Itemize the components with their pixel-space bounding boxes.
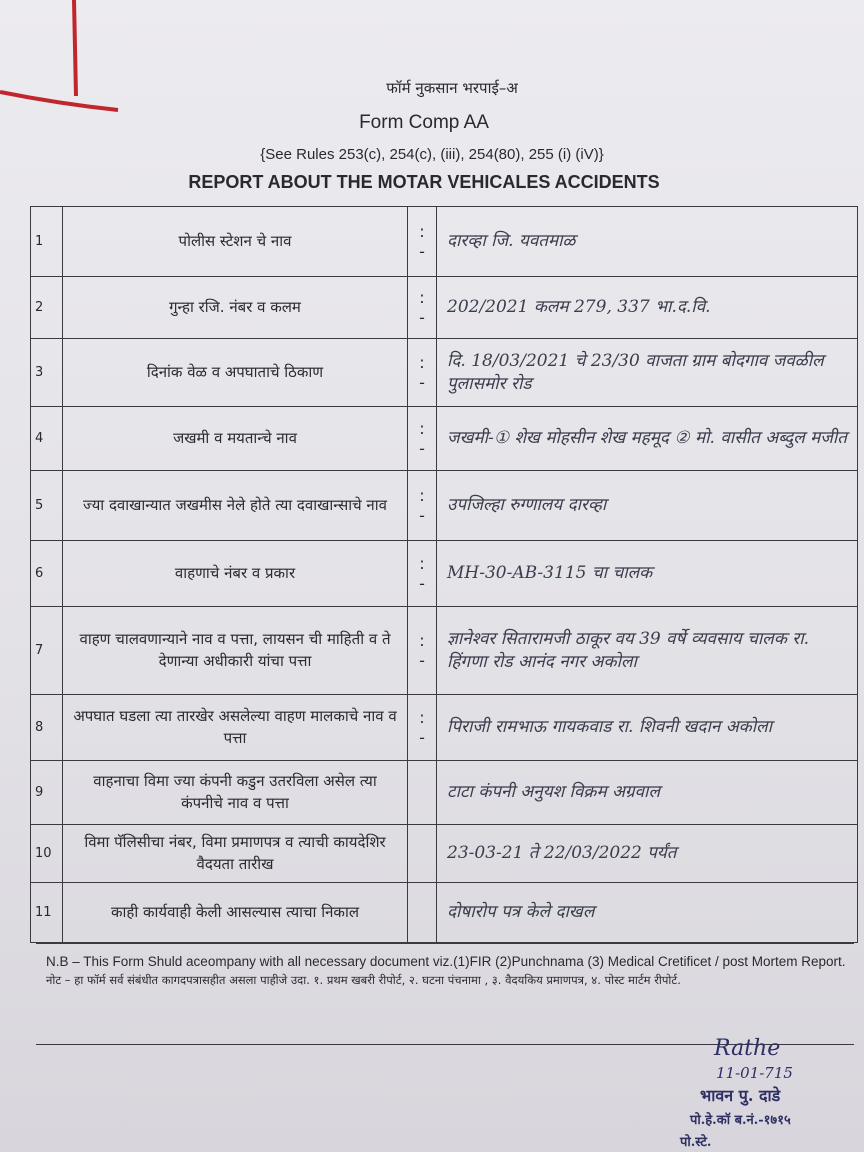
table-row	[31, 825, 858, 883]
row-number: 5	[31, 471, 63, 541]
form-title: Form Comp AA	[359, 112, 489, 133]
row-colon: : -	[408, 277, 437, 339]
row-value: 23-03-21 ते 22/03/2022 पर्यंत	[437, 825, 858, 883]
row-value: ज्ञानेश्वर सितारामजी ठाकूर वय 39 वर्षे व्यवसाय चालक रा. हिंगणा रोड आनंद नगर अकोला	[437, 607, 858, 695]
row-colon	[408, 883, 437, 943]
row-label: पोलीस स्टेशन चे नाव	[63, 207, 408, 277]
note-english: N.B – This Form Shuld aceompany with all necessary document viz.(1)FIR (2)Punchnama (3) Medical Cretificet / post Mortem Report.	[46, 954, 846, 969]
table-row	[31, 761, 858, 825]
row-label: काही कार्यवाही केली आसल्यास त्याचा निकाल	[63, 883, 408, 943]
stamp-date: 11-01-715	[716, 1064, 793, 1082]
table-row	[31, 471, 858, 541]
table-row	[31, 607, 858, 695]
row-label: वाहण चालवणान्याने नाव व पत्ता, लायसन ची माहिती व ते देणान्या अधीकारी यांचा पत्ता	[63, 607, 408, 695]
row-colon: : -	[408, 471, 437, 541]
red-pen-mark	[0, 0, 130, 130]
note-section	[46, 952, 846, 990]
row-value: पिराजी रामभाऊ गायकवाड रा. शिवनी खदान अकोला	[437, 695, 858, 761]
row-label: गुन्हा रजि. नंबर व कलम	[63, 277, 408, 339]
row-value: 202/2021 कलम 279, 337 भा.द.वि.	[437, 277, 858, 339]
row-label: ज्या दवाखान्यात जखमीस नेले होते त्या दवाखान्साचे नाव	[63, 471, 408, 541]
row-colon	[408, 761, 437, 825]
row-number: 4	[31, 407, 63, 471]
row-colon: : -	[408, 407, 437, 471]
row-number: 9	[31, 761, 63, 825]
row-label: विमा पॅलिसीचा नंबर, विमा प्रमाणपत्र व त्याची कायदेशिर वैदयता तारीख	[63, 825, 408, 883]
table-row	[31, 695, 858, 761]
table-row	[31, 883, 858, 943]
row-number: 3	[31, 339, 63, 407]
row-colon: : -	[408, 541, 437, 607]
note-marathi: नोट – हा फॉर्म सर्व संबंधीत कागदपत्रासहीत असला पाहीजे उदा. १. प्रथम खबरी रीपोर्ट, २. घटना पंचनामा , ३. वैदयकिय प्रमाणपत्र, ४. पोस्ट मार्टम रीपोर्ट.	[46, 973, 681, 988]
table-row	[31, 277, 858, 339]
row-value: दारव्हा जि. यवतमाळ	[437, 207, 858, 277]
row-label: जखमी व मयतान्चे नाव	[63, 407, 408, 471]
row-value: जखमी-① शेख मोहसीन शेख महमूद ② मो. वासीत अब्दुल मजीत	[437, 407, 858, 471]
table-row	[31, 339, 858, 407]
row-number: 10	[31, 825, 63, 883]
table-row	[31, 207, 858, 277]
row-number: 8	[31, 695, 63, 761]
table-row	[31, 407, 858, 471]
row-value: टाटा कंपनी अनुयश विक्रम अग्रवाल	[437, 761, 858, 825]
row-value: MH-30-AB-3115 चा चालक	[437, 541, 858, 607]
row-number: 1	[31, 207, 63, 277]
stamp-designation: पो.हे.कॉ ब.नं.-१७१५	[690, 1113, 791, 1128]
row-colon: : -	[408, 207, 437, 277]
row-label: वाहणाचे नंबर व प्रकार	[63, 541, 408, 607]
officer-stamp	[670, 1030, 850, 1152]
row-number: 6	[31, 541, 63, 607]
row-colon: : -	[408, 339, 437, 407]
signature: Rathe	[714, 1036, 781, 1061]
row-value: दि. 18/03/2021 चे 23/30 वाजता ग्राम बोदगाव जवळील पुलासमोर रोड	[437, 339, 858, 407]
row-label: अपघात घडला त्या तारखेर असलेल्या वाहण मालकाचे नाव व पत्ता	[63, 695, 408, 761]
row-value: उपजिल्हा रुग्णालय दारव्हा	[437, 471, 858, 541]
stamp-station: पो.स्टे.	[680, 1135, 712, 1150]
row-number: 11	[31, 883, 63, 943]
row-value: दोषारोप पत्र केले दाखल	[437, 883, 858, 943]
rules-reference: {See Rules 253(c), 254(c), (iii), 254(80), 255 (i) (iV)}	[260, 146, 604, 163]
row-number: 7	[31, 607, 63, 695]
stamp-name: भावन पु. दाडे	[700, 1086, 781, 1105]
row-colon	[408, 825, 437, 883]
row-label: वाहनाचा विमा ज्या कंपनी कडुन उतरविला असेल त्या कंपनीचे नाव व पत्ता	[63, 761, 408, 825]
table-row	[31, 541, 858, 607]
report-table	[30, 206, 858, 943]
row-colon: : -	[408, 607, 437, 695]
row-label: दिनांक वेळ व अपघाताचे ठिकाण	[63, 339, 408, 407]
marathi-form-title: फॉर्म नुकसान भरपाई–अ	[386, 79, 518, 97]
report-title: REPORT ABOUT THE MOTAR VEHICALES ACCIDENTS	[188, 172, 660, 192]
row-number: 2	[31, 277, 63, 339]
row-colon: : -	[408, 695, 437, 761]
